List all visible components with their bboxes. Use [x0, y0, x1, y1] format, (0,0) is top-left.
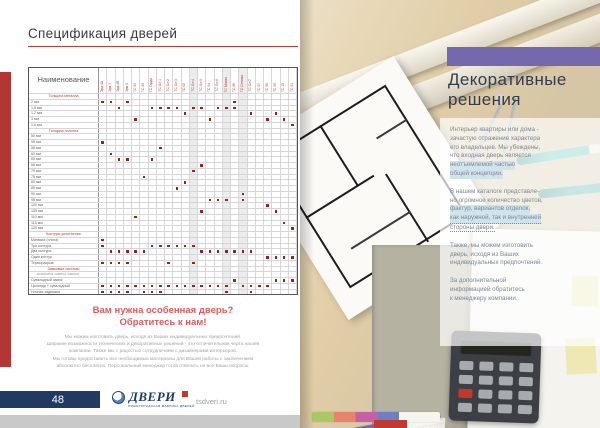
column-header: ТС 05 [140, 68, 148, 93]
logo-text: ДВЕРИ [129, 389, 176, 404]
website-url: tsdveri.ru [196, 397, 227, 406]
calculator-button [459, 361, 473, 370]
paragraph-line: Мы можем изготовить дверь, исходя из Ваших индивидуальных предпочтений. [64, 335, 242, 340]
paragraph-line: абсолютно бесплатно. Персональный менеджер готов ответить на все Ваши вопросы. [56, 363, 250, 369]
calculator-button [478, 389, 492, 398]
column-header: ТС 07 [256, 68, 264, 93]
name-column-header: Наименование [29, 68, 99, 93]
table-row: 100 мм [29, 202, 297, 208]
table-row: 1,2 мм [29, 110, 297, 116]
table-section-row: Замковые системы [29, 266, 297, 272]
column-header: Эра 3 [124, 68, 132, 93]
table-row: 80 мм [29, 179, 297, 185]
table-row: 65 мм [29, 156, 297, 162]
page-gutter-shadow [300, 0, 314, 428]
paragraph [450, 277, 595, 303]
red-edge [374, 420, 407, 428]
text-line: но огромное количество цветов, [450, 196, 543, 204]
photo-page [300, 0, 600, 428]
table-header-row [29, 68, 297, 93]
text-line: дверь, исходя из Ваших [450, 250, 520, 258]
paragraph-line: компании. Также мы с радостью сотрудничаем с дизайнерами интерьеров. [69, 349, 237, 355]
column-header: ТС Милан [223, 68, 231, 93]
calculator-button [479, 375, 493, 384]
paragraph-line: Мы готовы предоставить все необходимые материалы для Вашей работы с заключением [52, 356, 254, 362]
calculator-button [519, 363, 533, 372]
table-row: 70 мм [29, 168, 297, 174]
table-section-row: Контуры уплотнения [29, 231, 297, 237]
text-line: к менеджеру компании. [450, 294, 518, 302]
heading-line2: решения [448, 90, 521, 109]
column-header: ТС 01 [289, 68, 297, 93]
table-row: 2 мм [29, 99, 297, 105]
calculator-button [478, 403, 492, 412]
table-row: 120 мм [29, 225, 297, 231]
paragraph [450, 242, 595, 268]
table-row: 1,8 мм [29, 122, 297, 128]
column-header: ТС 03 [132, 68, 140, 93]
table-row: 105 мм [29, 208, 297, 214]
text-line: фактур, вариантов отделок, [450, 205, 531, 213]
company-logo [112, 389, 207, 409]
column-header: ТС 10 [281, 68, 289, 93]
intro-paragraph [13, 334, 293, 370]
calculator-button [518, 405, 532, 414]
calculator-button [519, 377, 533, 386]
table-row: 85 мм [29, 185, 297, 191]
column-header: ТС Ол 3 [173, 68, 181, 93]
text-line: что входная дверь является [450, 152, 531, 160]
column-header: ТС Ол 1 [157, 68, 165, 93]
table-row: 110 мм [29, 214, 297, 220]
table-row: 50 мм [29, 133, 297, 139]
paragraph [450, 188, 595, 233]
spec-table [28, 67, 298, 295]
title-underline [28, 46, 298, 47]
column-header: ТС Оптима [239, 68, 247, 93]
logo-red-square [182, 391, 188, 397]
column-header: ТС 04 [206, 68, 214, 93]
table-row: Минвата (плита) [29, 237, 297, 243]
page-title: Спецификация дверей [28, 26, 178, 41]
paragraph-line: Широкие возможности технических и декоративных решений - это отличительная черта нашей [46, 342, 260, 348]
table-row: Сувальдный замок [29, 277, 297, 283]
heading-line1: Декоративные [448, 70, 567, 89]
bottom-grey-strip [0, 415, 305, 428]
table-row: 115 мм [29, 220, 297, 226]
table-row: Терморазрыв [29, 260, 297, 266]
table-row: 75 мм [29, 174, 297, 180]
table-section-row: Толщина металла [29, 93, 297, 99]
table-row: 90 мм [29, 191, 297, 197]
calculator-button [458, 389, 472, 398]
text-line: зачастую отражение характера [450, 134, 541, 142]
table-row: 3 мм [29, 116, 297, 122]
text-line: Также, мы можем изготовить [450, 241, 533, 249]
calculator-button [479, 361, 493, 370]
page-number: 48 [51, 393, 64, 406]
table-row: 58 мм [29, 145, 297, 151]
description-text [450, 126, 595, 313]
logo-caption: НИЖЕГОРОДСКАЯ ФАБРИКА ДВЕРЕЙ [128, 404, 195, 408]
text-line: его владельцев. Мы убеждены, [450, 143, 541, 151]
column-header: ТС 06 [231, 68, 239, 93]
table-row: Три контура [29, 243, 297, 249]
text-line: стороны двери. [450, 223, 495, 231]
column-header: ТС Гарда [149, 68, 157, 93]
text-line: В нашем каталоге представле- [450, 187, 540, 195]
color-swatch-fan [304, 314, 446, 428]
cta-line2: Обратитесь к нам! [119, 316, 207, 328]
text-line: неотъемлемой частью [450, 161, 515, 169]
calculator-button [518, 391, 532, 400]
left-accent-bar [0, 72, 11, 367]
table-row: Два контура [29, 248, 297, 254]
column-header: ТС Ол 7 [248, 68, 256, 93]
column-header: ТС Ол 2 [165, 68, 173, 93]
text-line: общей концепции. [450, 169, 503, 177]
text-line: индивидуальных предпочтений. [450, 259, 543, 267]
table-row: 55 мм [29, 139, 297, 145]
text-line: За дополнительной [450, 277, 507, 285]
table-row: возможна замена замков [29, 271, 297, 277]
calculator-button [498, 404, 512, 413]
cta-heading [28, 305, 298, 328]
section-heading [448, 70, 567, 110]
column-header: ТС 02 [182, 68, 190, 93]
table-row: Один контур [29, 254, 297, 260]
table-row: 1,5 мм [29, 105, 297, 111]
calculator-button [459, 375, 473, 384]
paragraph [450, 126, 595, 179]
text-line: Интерьер квартиры или дома - [450, 126, 539, 133]
purple-banner [447, 47, 600, 66]
calculator-button [498, 390, 512, 399]
table-row: 95 мм [29, 197, 297, 203]
column-header: ТС 09 [272, 68, 280, 93]
text-line: как наружной, так и внутренней [450, 214, 541, 224]
table-row: Цилиндр + сувальдный [29, 283, 297, 289]
column-header: Эра 4К [116, 68, 124, 93]
calculator-button [499, 376, 513, 385]
table-row: 68 мм [29, 162, 297, 168]
column-header: ТС 08 [264, 68, 272, 93]
column-header: Эра 4А [99, 68, 107, 93]
table-section-row: Толщина полотна [29, 128, 297, 134]
calculator-button [499, 362, 513, 371]
table-row: Ночная задвижка [29, 289, 297, 295]
page-number-box [0, 391, 100, 408]
column-header: ТС Ол 5 [198, 68, 206, 93]
text-line: информацией обратитесь [450, 285, 525, 293]
column-header: ТС Ол 4 [190, 68, 198, 93]
table-row: 60 мм [29, 151, 297, 157]
cta-line1: Вам нужна особенная дверь? [92, 305, 234, 316]
column-header: Эра 1 [107, 68, 115, 93]
logo-globe-icon [112, 391, 125, 404]
column-header: ТС Ол 6 [215, 68, 223, 93]
calculator-button [458, 403, 472, 412]
